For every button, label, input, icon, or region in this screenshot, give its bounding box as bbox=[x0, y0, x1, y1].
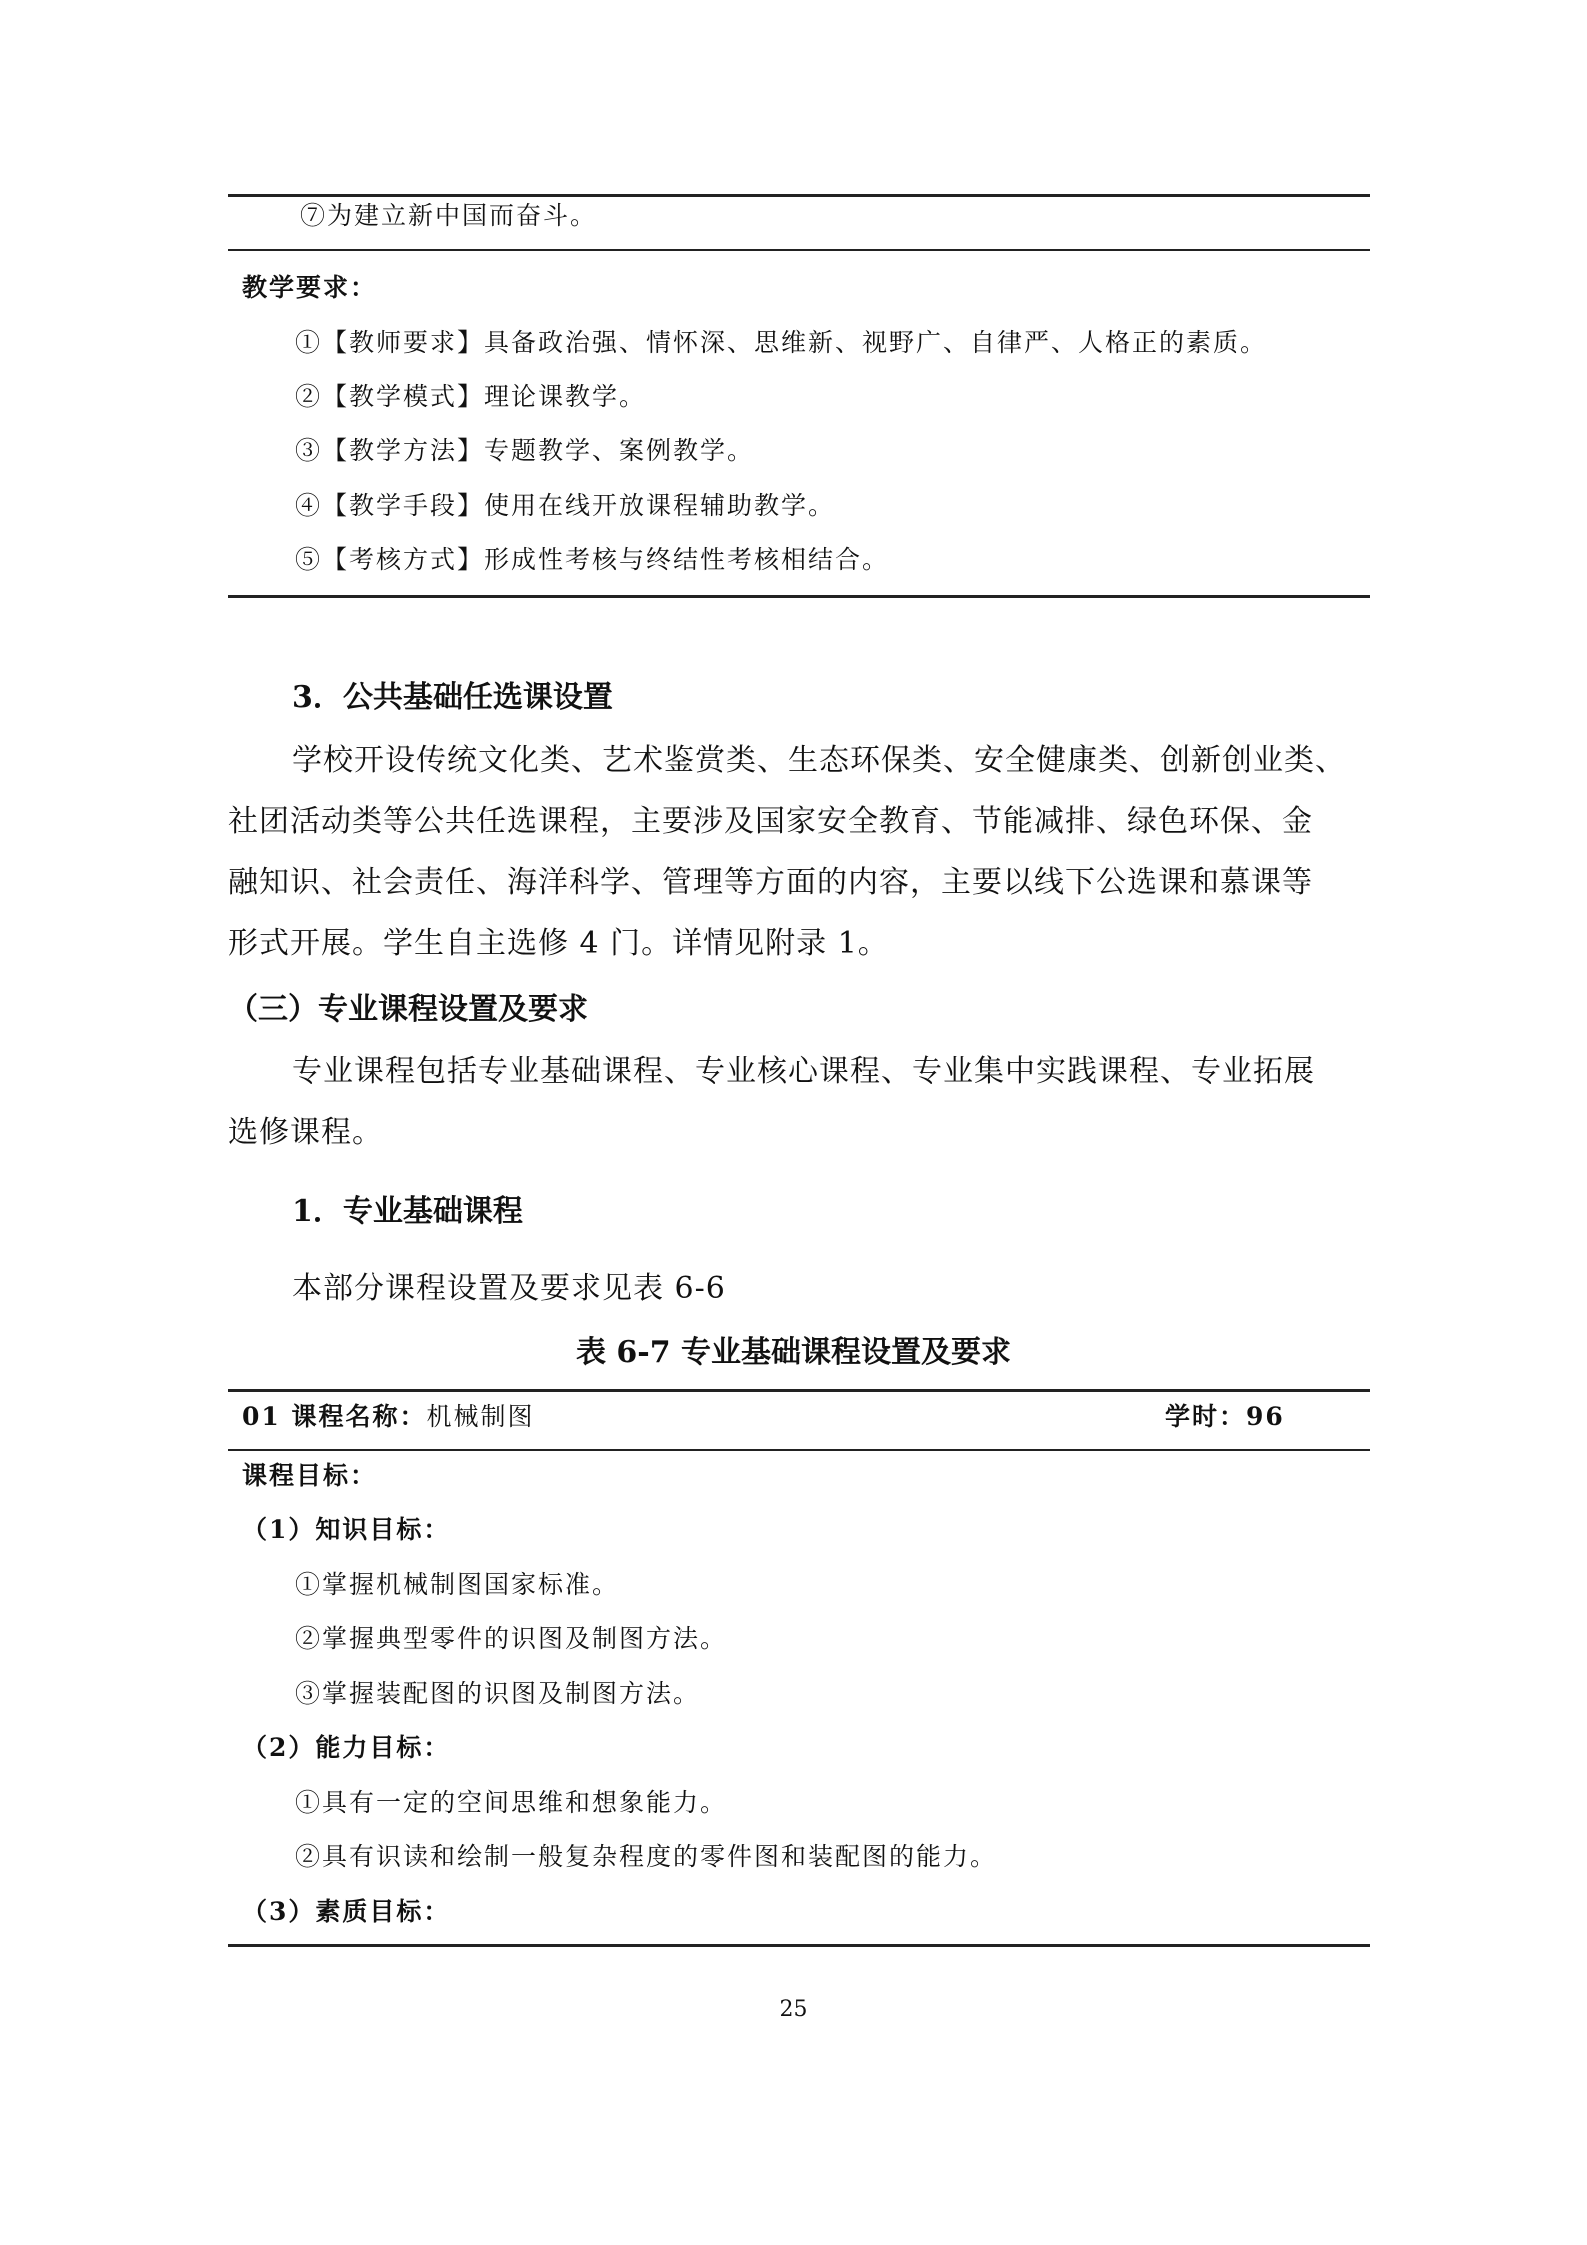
table-row-last: ⑦为建立新中国而奋斗。 bbox=[300, 201, 598, 230]
page-number: 25 bbox=[779, 1997, 808, 2022]
table-border-bottom bbox=[228, 595, 1370, 598]
knowledge-item: ①掌握机械制图国家标准。 bbox=[295, 1570, 620, 1599]
course-name-cell bbox=[242, 1397, 535, 1433]
section-heading: 3．公共基础任选课设置 bbox=[292, 680, 613, 715]
teaching-item: ⑤【考核方式】形成性考核与终结性考核相结合。 bbox=[295, 545, 890, 574]
paragraph-line: 社团活动类等公共任选课程，主要涉及国家安全教育、节能减排、绿色环保、金 bbox=[228, 804, 1313, 839]
hours-label: 学时： bbox=[1165, 1402, 1247, 1431]
course-hours-cell bbox=[1165, 1397, 1285, 1433]
paragraph-line: 专业课程包括专业基础课程、专业核心课程、专业集中实践课程、专业拓展 bbox=[292, 1054, 1315, 1089]
objectives-title: 课程目标： bbox=[242, 1461, 378, 1490]
teaching-item: ②【教学模式】理论课教学。 bbox=[295, 382, 647, 411]
ability-item: ②具有识读和绘制一般复杂程度的零件图和装配图的能力。 bbox=[295, 1842, 998, 1871]
ability-item: ①具有一定的空间思维和想象能力。 bbox=[295, 1788, 728, 1817]
course-label: 01 课程名称： bbox=[242, 1402, 427, 1431]
table-divider bbox=[228, 1449, 1370, 1451]
teaching-item: ④【教学手段】使用在线开放课程辅助教学。 bbox=[295, 491, 836, 520]
knowledge-item: ②掌握典型零件的识图及制图方法。 bbox=[295, 1624, 728, 1653]
quality-title: （3）素质目标： bbox=[242, 1897, 451, 1926]
paragraph-line: 形式开展。学生自主选修 4 门。详情见附录 1。 bbox=[228, 926, 889, 961]
ability-title: （2）能力目标： bbox=[242, 1733, 451, 1762]
table-border-top bbox=[228, 1389, 1370, 1392]
sub-heading: 1．专业基础课程 bbox=[292, 1194, 523, 1229]
table-reference-note: 本部分课程设置及要求见表 6-6 bbox=[292, 1271, 726, 1306]
teaching-requirements-title: 教学要求： bbox=[242, 273, 378, 302]
course-name: 机械制图 bbox=[426, 1402, 535, 1431]
hours-value: 96 bbox=[1246, 1402, 1285, 1431]
teaching-item: ③【教学方法】专题教学、案例教学。 bbox=[295, 436, 755, 465]
paragraph-line: 融知识、社会责任、海洋科学、管理等方面的内容，主要以线下公选课和慕课等 bbox=[228, 865, 1313, 900]
section-heading: （三）专业课程设置及要求 bbox=[228, 992, 588, 1027]
table-border-bottom bbox=[228, 1944, 1370, 1947]
table-caption: 表 6-7 专业基础课程设置及要求 bbox=[575, 1335, 1012, 1370]
paragraph-line: 选修课程。 bbox=[228, 1115, 383, 1150]
table-divider bbox=[228, 249, 1370, 251]
knowledge-title: （1）知识目标： bbox=[242, 1515, 451, 1544]
knowledge-item: ③掌握装配图的识图及制图方法。 bbox=[295, 1679, 701, 1708]
teaching-item: ①【教师要求】具备政治强、情怀深、思维新、视野广、自律严、人格正的素质。 bbox=[295, 328, 1268, 357]
paragraph-line: 学校开设传统文化类、艺术鉴赏类、生态环保类、安全健康类、创新创业类、 bbox=[292, 743, 1346, 778]
